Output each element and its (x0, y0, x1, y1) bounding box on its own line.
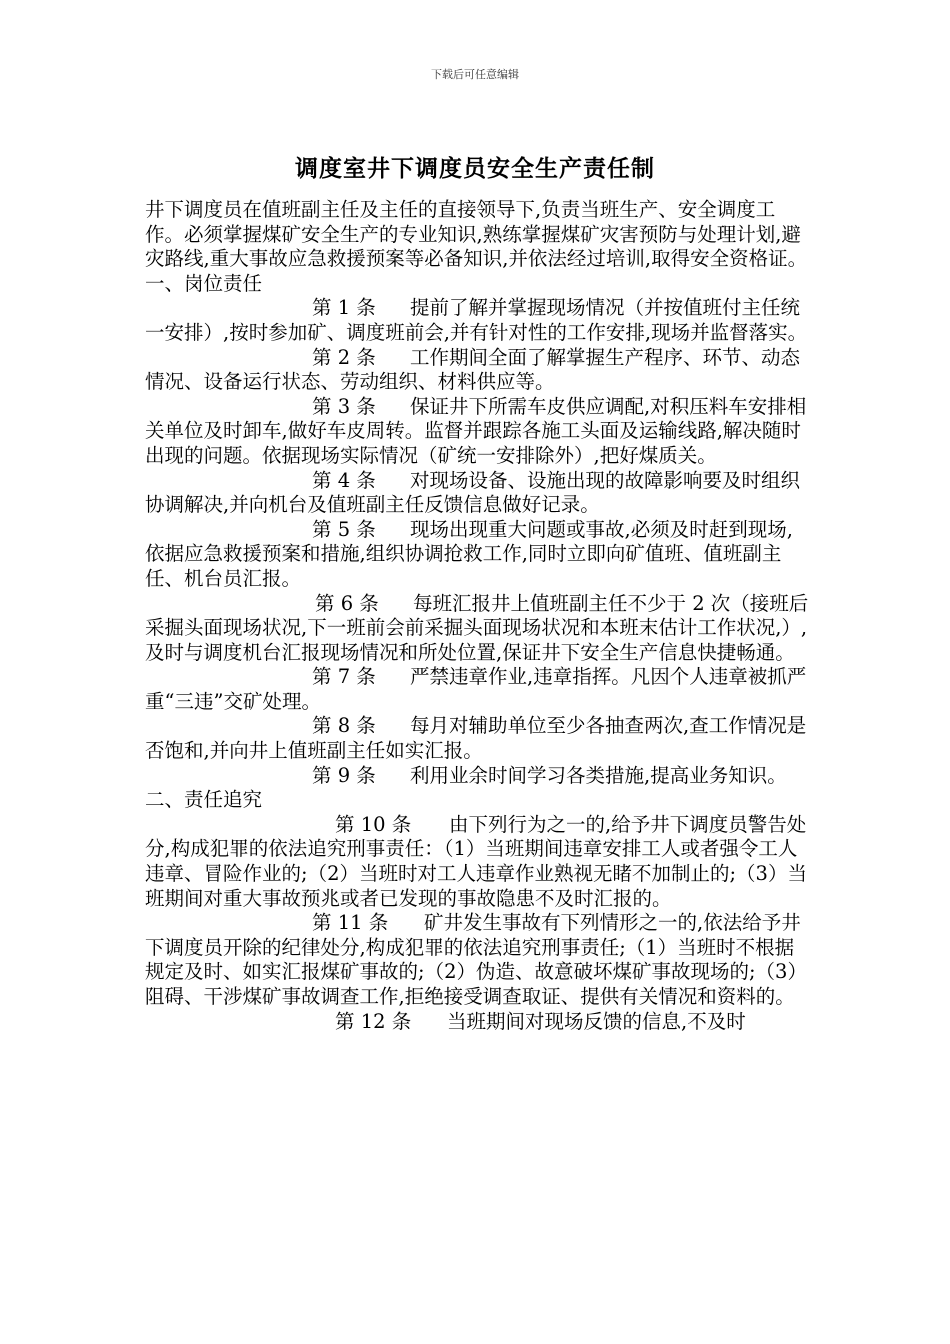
article-10 (145, 813, 810, 911)
article-number: 第 11 条 (312, 911, 389, 935)
article-text: 利用业余时间学习各类措施,提高业务知识。 (410, 763, 787, 787)
article-number: 第 2 条 (312, 345, 376, 369)
article-text: 保证井下所需车皮供应调配,对积压料车安排相关单位及时卸车,做好车皮周转。监督并跟踪各施工头面及运输线路,解决随时出现的问题。依据现场实际情况（矿统一安排除外）,把好煤质关。 (145, 394, 807, 467)
article-1 (145, 296, 810, 345)
article-2 (145, 346, 810, 395)
article-number: 第 4 条 (312, 468, 376, 492)
article-text: 对现场设备、设施出现的故障影响要及时组织协调解决,并向机台及值班副主任反馈信息做好记录。 (145, 468, 801, 517)
article-text: 严禁违章作业,违章指挥。凡因个人违章被抓严重“三违”交矿处理。 (145, 665, 807, 713)
article-5 (145, 518, 810, 592)
section-heading-1: 一、岗位责任 (145, 271, 263, 295)
article-12 (145, 1010, 810, 1035)
article-number: 第 5 条 (312, 517, 376, 541)
article-8 (145, 714, 810, 763)
article-text: 当班期间对现场反馈的信息,不及时 (447, 1009, 746, 1033)
header-note: 下载后可任意编辑 (431, 68, 519, 81)
article-text: 由下列行为之一的,给予井下调度员警告处分,构成犯罪的依法追究刑事责任：（1）当班期间违章安排工人或者强令工人违章、冒险作业的;（2）当班时对工人违章作业熟视无睹不加制止的;（3）当班期间对重大事故预兆或者已发现的事故隐患不及时汇报的。 (145, 812, 807, 910)
intro-paragraph: 井下调度员在值班副主任及主任的直接领导下,负责当班生产、安全调度工作。必须掌握煤矿安全生产的专业知识,熟练掌握煤矿灾害预防与处理计划,避灾路线,重大事故应急救援预案等必备知识,并依法经过培训,取得安全资格证。 (145, 198, 808, 271)
section-heading-2: 二、责任追究 (145, 788, 263, 812)
article-3 (145, 395, 810, 469)
article-number: 第 8 条 (312, 714, 376, 738)
article-number: 第 10 条 (335, 812, 412, 836)
article-4 (145, 469, 810, 518)
article-number: 第 3 条 (312, 394, 376, 418)
article-text: 提前了解并掌握现场情况（并按值班付主任统一安排）,按时参加矿、调度班前会,并有针对性的工作安排,现场并监督落实。 (145, 296, 808, 344)
article-text: 每班汇报井上值班副主任不少于 2 次（接班后采掘头面现场状况,下一班前会前采掘头面现场状况和本班末估计工作状况,）,及时与调度机台汇报现场情况和所处位置,保证井下安全生产信息快捷畅通。 (145, 591, 809, 664)
document-title: 调度室井下调度员安全生产责任制 (295, 156, 655, 182)
article-number: 第 7 条 (312, 665, 376, 689)
article-number: 第 9 条 (312, 763, 376, 787)
article-text: 工作期间全面了解掌握生产程序、环节、动态情况、设备运行状态、劳动组织、材料供应等。 (145, 345, 801, 394)
article-number: 第 1 条 (312, 296, 376, 320)
article-7 (145, 665, 810, 714)
article-number: 第 12 条 (335, 1009, 412, 1033)
article-text: 现场出现重大问题或事故,必须及时赶到现场,依据应急救援预案和措施,组织协调抢救工作,同时立即向矿值班、值班副主任、机台员汇报。 (145, 517, 793, 590)
article-number: 第 6 条 (315, 591, 379, 615)
article-9 (145, 764, 810, 789)
article-text: 每月对辅助单位至少各抽查两次,查工作情况是否饱和,并向井上值班副主任如实汇报。 (145, 714, 807, 763)
article-6 (145, 592, 810, 666)
document-body (145, 198, 810, 1034)
article-text: 矿井发生事故有下列情形之一的,依法给予井下调度员开除的纪律处分,构成犯罪的依法追究刑事责任;（1）当班时不根据规定及时、如实汇报煤矿事故的;（2）伪造、故意破坏煤矿事故现场的;（3）阻碍、干涉煤矿事故调查工作,拒绝接受调查取证、提供有关情况和资料的。 (145, 911, 807, 1008)
article-11 (145, 911, 810, 1009)
